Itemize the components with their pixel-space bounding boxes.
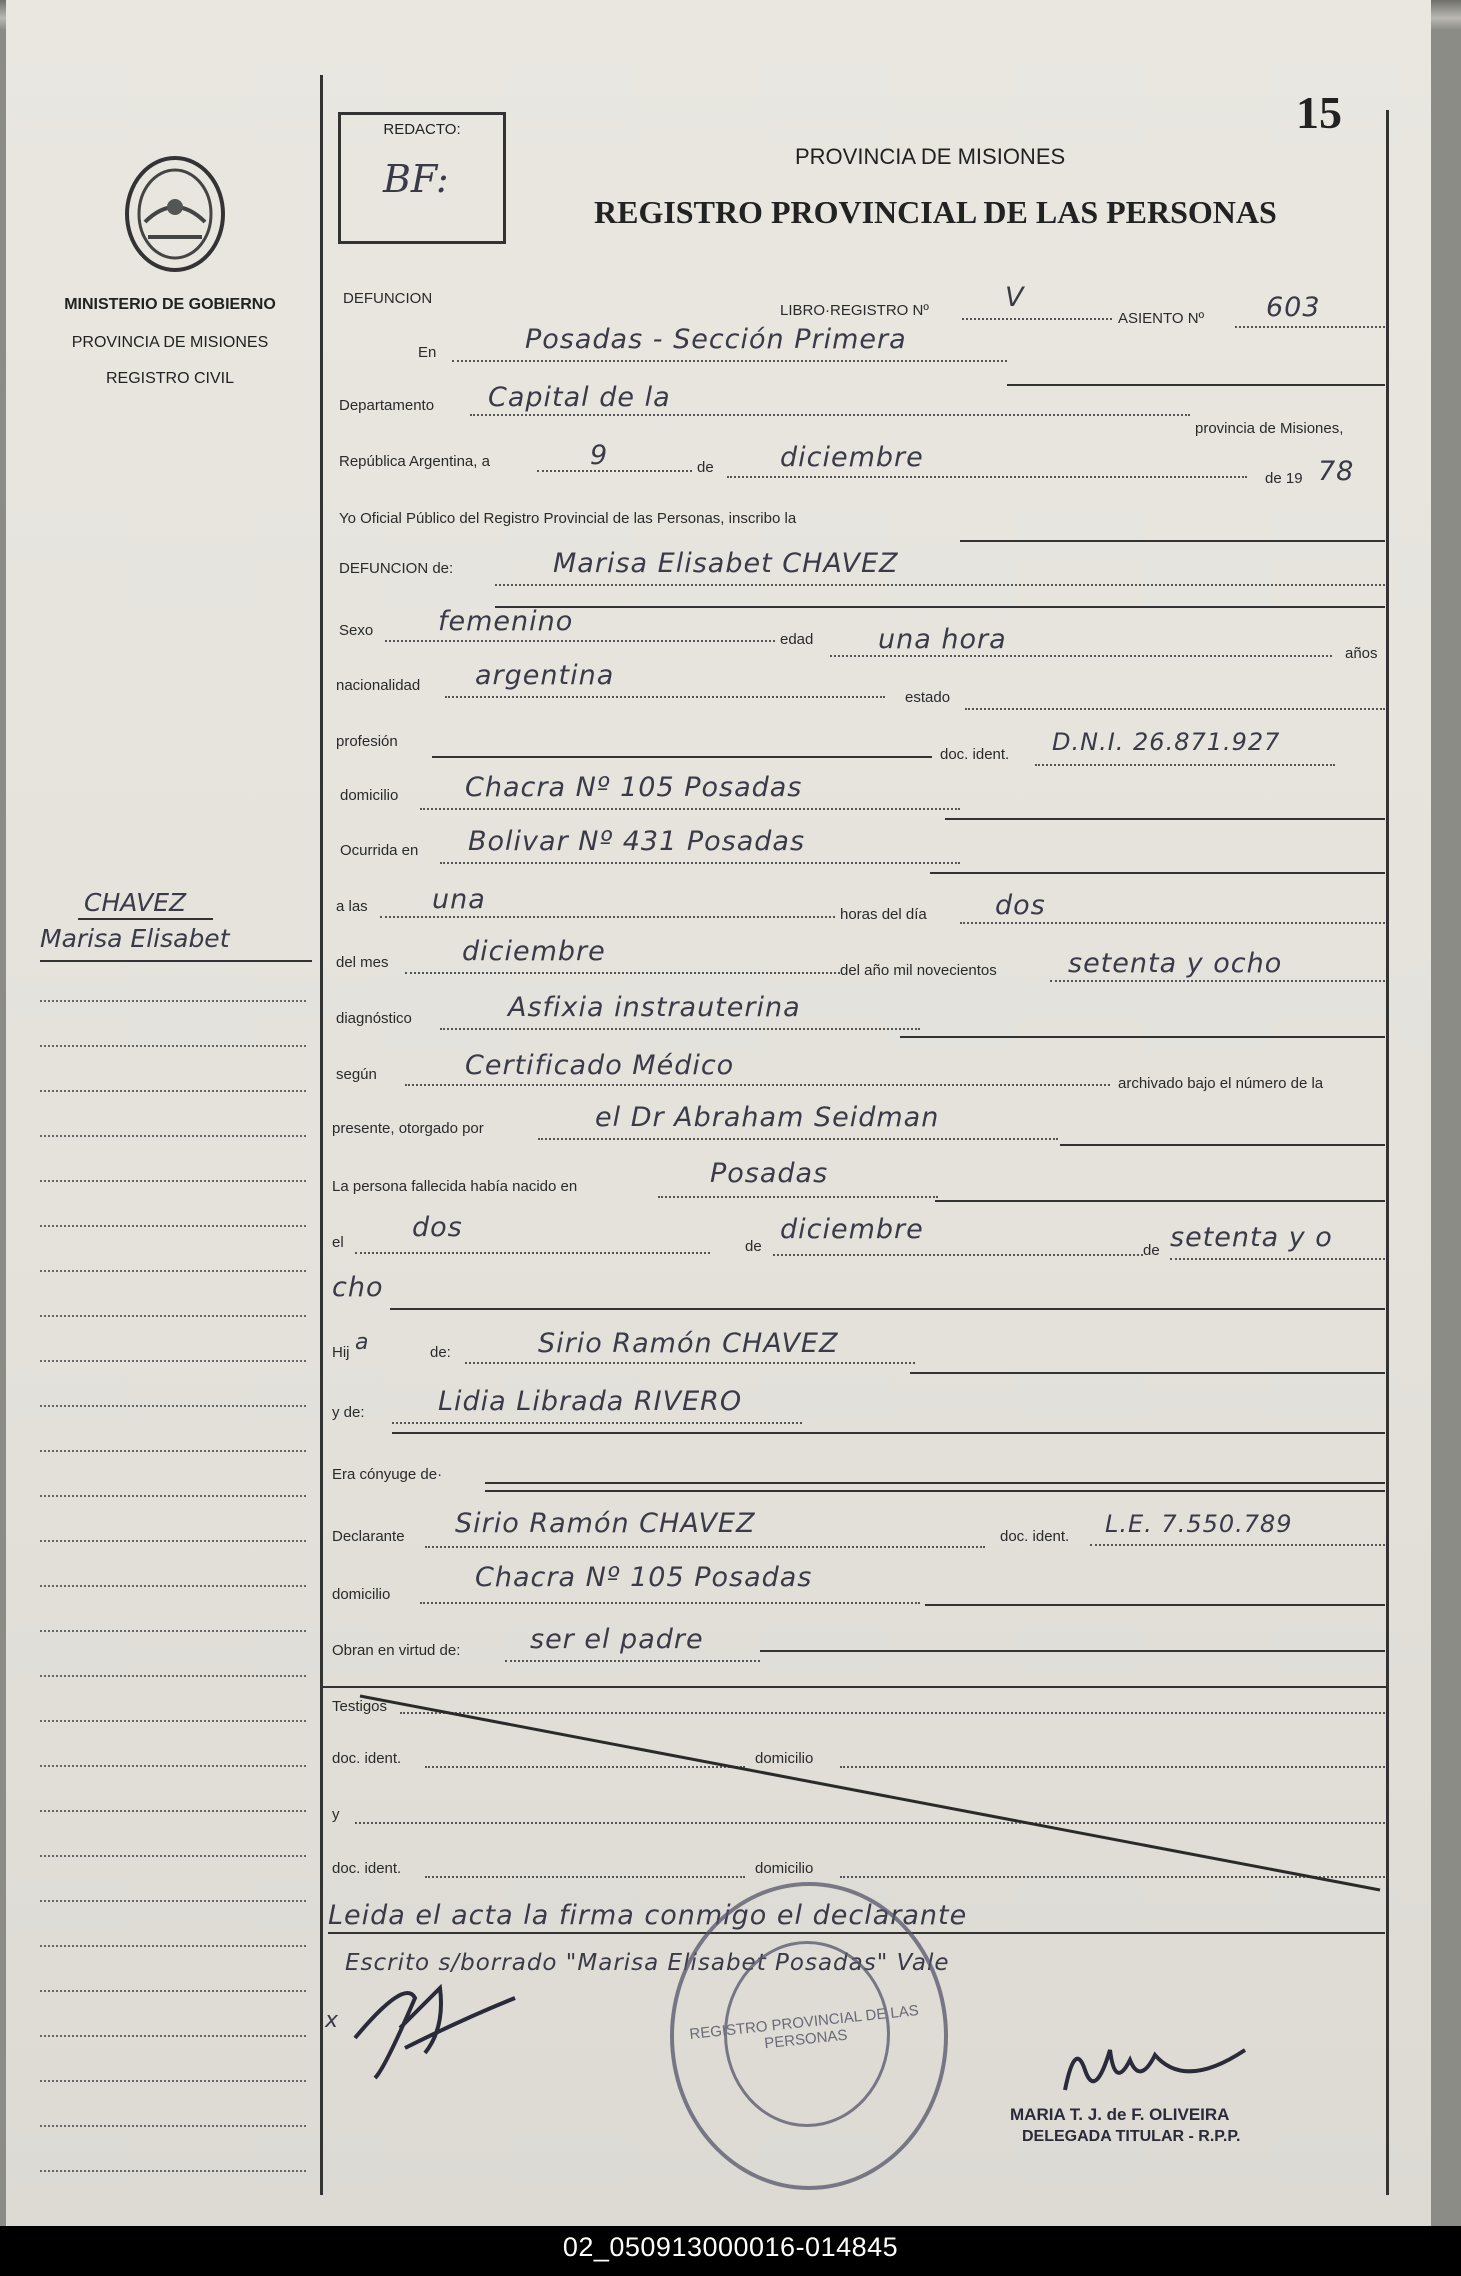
page-number: 15 [1296, 87, 1342, 138]
value-de-ano-cont: cho [332, 1272, 384, 1303]
a-las-field-line [380, 916, 835, 918]
value-el-dia: dos [412, 1212, 463, 1243]
en-field-line [452, 360, 1007, 362]
label-libro: LIBRO·REGISTRO Nº [780, 302, 929, 319]
value-declarante: Sirio Ramón CHAVEZ [455, 1508, 756, 1539]
libro-field-line [962, 318, 1112, 320]
value-de-ano: setenta y o [1170, 1222, 1333, 1253]
obran-field-line2 [760, 1650, 1385, 1652]
value-a-las: una [432, 884, 486, 915]
label-doc-ident4: doc. ident. [332, 1860, 402, 1877]
label-del-ano: del año mil novecientos [840, 962, 997, 979]
closing-x-mark: x [325, 2008, 340, 2033]
value-otorgado-por: el Dr Abraham Seidman [595, 1102, 940, 1133]
label-testigos: Testigos [332, 1698, 388, 1715]
margin-surname-underline [78, 918, 213, 920]
declarante-domicilio-field-line [420, 1602, 920, 1604]
departamento-field-line [470, 414, 1190, 416]
presente-field-line [538, 1138, 1058, 1140]
ano-texto-field-line [1050, 980, 1385, 982]
value-en: Posadas - Sección Primera [525, 324, 907, 355]
label-defuncion-de: DEFUNCION de: [339, 560, 454, 577]
label-horas-del-dia: horas del día [840, 906, 927, 923]
de-ano-field-line [1170, 1258, 1385, 1260]
margin-given-underline [40, 960, 312, 962]
margin-given-names: Marisa Elisabet [40, 924, 230, 953]
nacido-field-line [658, 1196, 938, 1198]
nacionalidad-field-line [445, 696, 885, 698]
ocurrida-field-line2 [930, 872, 1385, 874]
label-edad: edad [780, 631, 814, 648]
value-mes: diciembre [780, 442, 924, 473]
presente-field-line2 [1060, 1144, 1385, 1146]
madre-field-line [392, 1422, 802, 1424]
label-de2: de [745, 1238, 762, 1255]
value-diagnostico: Asfixia instrauterina [508, 992, 801, 1023]
dia-horas-field-line [960, 922, 1385, 924]
label-presente: presente, otorgado por [332, 1120, 484, 1137]
edad-field-line [830, 655, 1332, 657]
conyuge-field-line2 [485, 1490, 1385, 1492]
label-yo-oficial: Yo Oficial Público del Registro Provincial de las Personas, inscribo la [339, 510, 797, 527]
value-obran: ser el padre [530, 1624, 704, 1655]
value-padre: Sirio Ramón CHAVEZ [538, 1328, 839, 1359]
header-title: REGISTRO PROVINCIAL DE LAS PERSONAS [594, 194, 1277, 230]
value-domicilio: Chacra Nº 105 Posadas [465, 772, 803, 803]
label-hij: Hij [332, 1344, 350, 1361]
label-y: y [332, 1806, 340, 1823]
label-departamento: Departamento [339, 397, 435, 414]
testigos-top-rule [320, 1686, 1386, 1688]
official-signature-icon [1055, 2030, 1255, 2110]
label-nacionalidad: nacionalidad [336, 677, 421, 694]
value-doc-ident: D.N.I. 26.871.927 [1052, 728, 1281, 756]
label-de3: de [1143, 1242, 1160, 1259]
header-province: PROVINCIA DE MISIONES [795, 144, 1066, 169]
label-domicilio2: domicilio [332, 1586, 391, 1603]
label-y-de: y de: [332, 1404, 365, 1421]
label-doc-ident3: doc. ident. [332, 1750, 402, 1767]
stamp-official-name: MARIA T. J. de F. OLIVEIRA [1010, 2105, 1230, 2124]
nombre-field-line [495, 584, 1385, 586]
label-de-19: de 19 [1265, 470, 1303, 487]
label-republica: República Argentina, a [339, 453, 490, 470]
estado-field-line [965, 708, 1385, 710]
yo-oficial-field-line [960, 540, 1385, 542]
provincial-emblem-icon [120, 152, 230, 277]
label-de1: de [697, 459, 714, 476]
declarante-domicilio-field-line2 [925, 1604, 1385, 1606]
profesion-field-line [432, 756, 932, 758]
dia-field-line [537, 470, 692, 472]
nacido-field-line2 [935, 1200, 1385, 1202]
segun-field-line [405, 1084, 1110, 1086]
mes-field-line [727, 476, 1247, 478]
redacto-initials: BF: [383, 157, 449, 201]
el-dia-field-line [355, 1252, 710, 1254]
margin-surname: CHAVEZ [84, 888, 187, 917]
obran-field-line [505, 1660, 760, 1662]
value-del-mes: diciembre [462, 936, 606, 967]
doc-ident-field-line [1035, 764, 1335, 766]
value-asiento: 603 [1266, 292, 1321, 323]
label-anos: años [1345, 645, 1378, 662]
del-mes-field-line [405, 972, 840, 974]
asiento-field-line [1235, 326, 1385, 328]
label-el: el [332, 1234, 344, 1251]
diagnostico-field-line [440, 1028, 920, 1030]
label-domicilio3: domicilio [755, 1750, 814, 1767]
value-nacionalidad: argentina [475, 660, 615, 691]
testigos-cancel-line [320, 1690, 1386, 1895]
de-mes-field-line [773, 1254, 1143, 1256]
diagnostico-field-line2 [900, 1036, 1385, 1038]
nombre-field-line2 [495, 606, 1385, 608]
label-profesion: profesión [336, 733, 398, 750]
value-dia-dos: dos [995, 890, 1046, 921]
madre-field-line2 [392, 1432, 1385, 1434]
value-ano: 78 [1318, 456, 1355, 487]
declarante-doc-field-line [1090, 1544, 1385, 1546]
label-defuncion: DEFUNCION [343, 290, 433, 307]
label-sexo: Sexo [339, 622, 374, 639]
ministry-line1: MINISTERIO DE GOBIERNO [64, 296, 276, 313]
declarante-field-line [425, 1546, 985, 1548]
label-de-padre: de: [430, 1344, 451, 1361]
value-sexo: femenino [438, 606, 574, 637]
value-declarante-domicilio: Chacra Nº 105 Posadas [475, 1562, 813, 1593]
padre-field-line2 [910, 1372, 1385, 1374]
label-declarante: Declarante [332, 1528, 405, 1545]
value-libro: V [1005, 282, 1025, 313]
official-seal-icon [670, 1882, 948, 2190]
label-doc-ident2: doc. ident. [1000, 1528, 1070, 1545]
label-domicilio: domicilio [340, 787, 399, 804]
sexo-field-line [385, 640, 775, 642]
label-archivado: archivado bajo el número de la [1118, 1075, 1324, 1092]
en-field-line2 [1007, 384, 1385, 386]
redacto-label: REDACTO: [383, 121, 461, 138]
label-segun: según [336, 1066, 377, 1083]
label-obran: Obran en virtud de: [332, 1642, 461, 1659]
value-nombre: Marisa Elisabet CHAVEZ [553, 548, 899, 579]
footer-file-id: 02_050913000016-014845 [562, 2232, 899, 2262]
label-asiento: ASIENTO Nº [1118, 310, 1205, 327]
cho-field-line [390, 1308, 1385, 1310]
value-edad: una hora [878, 624, 1007, 655]
label-doc-ident: doc. ident. [940, 746, 1010, 763]
value-ocurrida-en: Bolivar Nº 431 Posadas [468, 826, 806, 857]
label-estado: estado [905, 689, 951, 706]
right-margin-rule [1386, 110, 1389, 2195]
redacto-box [338, 112, 506, 244]
padre-field-line [465, 1362, 915, 1364]
ministry-line2: PROVINCIA DE MISIONES [71, 334, 269, 351]
label-domicilio4: domicilio [755, 1860, 814, 1877]
label-persona-nacido: La persona fallecida había nacido en [332, 1178, 578, 1195]
value-madre: Lidia Librada RIVERO [438, 1386, 743, 1417]
value-nacido-en: Posadas [710, 1158, 829, 1189]
label-del-mes: del mes [336, 954, 389, 971]
value-declarante-doc: L.E. 7.550.789 [1105, 1510, 1293, 1538]
closing-line2: Escrito s/borrado "Marisa Elisabet Posadas" Vale [345, 1950, 950, 1976]
value-segun: Certificado Médico [465, 1050, 735, 1081]
value-ano-texto: setenta y ocho [1068, 948, 1283, 979]
value-de-mes: diciembre [780, 1214, 924, 1245]
label-ocurrida-en: Ocurrida en [340, 842, 419, 859]
value-departamento: Capital de la [488, 382, 671, 413]
value-dia: 9 [590, 440, 609, 471]
label-conyuge: Era cónyuge de· [332, 1466, 443, 1483]
value-hij-suffix: a [355, 1330, 370, 1355]
closing-line1: Leida el acta la firma conmigo el declarante [328, 1900, 968, 1931]
conyuge-field-line [485, 1482, 1385, 1484]
label-diagnostico: diagnóstico [336, 1010, 412, 1027]
declarant-signature-icon [345, 1958, 545, 2088]
domicilio-field-line2 [945, 818, 1385, 820]
ocurrida-field-line [440, 862, 960, 864]
label-a-las: a las [336, 898, 368, 915]
label-provincia-misiones: provincia de Misiones, [1195, 420, 1344, 437]
domicilio-field-line [420, 808, 960, 810]
ministry-line3: REGISTRO CIVIL [105, 370, 235, 387]
seal-text: REGISTRO PROVINCIAL DE LAS PERSONAS [688, 2002, 920, 2053]
stamp-official-title: DELEGADA TITULAR - R.P.P. [1022, 2128, 1241, 2145]
label-en: En [418, 344, 437, 361]
